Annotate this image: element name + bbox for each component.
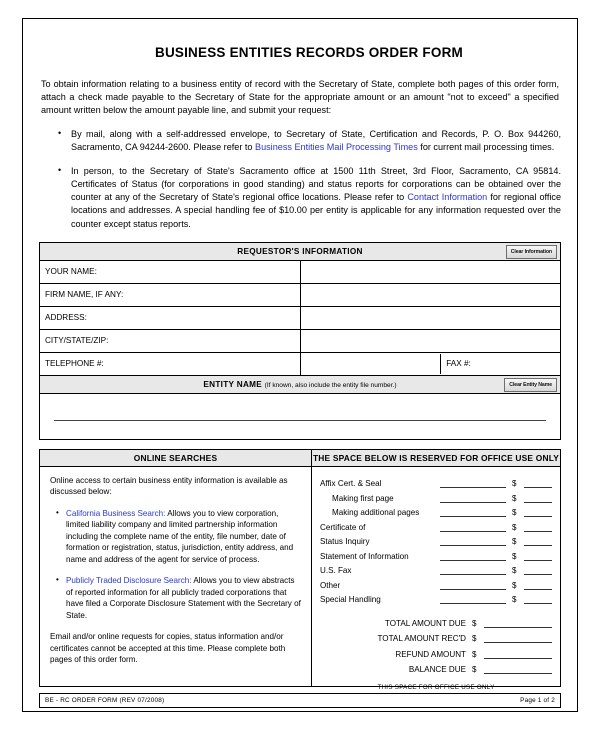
fax-cell [441,354,560,374]
fee-quantity-rule [440,564,506,575]
total-amount-rule [484,617,552,628]
fee-amount-rule [524,535,552,546]
fee-row [312,517,560,532]
fee-row [312,561,560,576]
fee-amount-input[interactable] [522,474,560,489]
fee-table-body [312,474,560,605]
entity-name-input[interactable] [39,394,561,440]
publicly-traded-disclosure-search-text: Allows you to view abstracts of reported information for all publicly traded corporations that have filed a Corporate Disclosure Statement with the Secretary of State. [66,576,301,620]
total-label: TOTAL AMOUNT DUE [384,618,466,628]
totals-table [312,612,560,674]
table-row [40,242,561,260]
fee-row [312,590,560,605]
fee-quantity-rule [440,593,506,604]
total-row [312,659,560,675]
clear-information-button[interactable]: Clear Information [506,245,557,259]
fee-table [312,474,560,605]
total-currency-symbol: $ [472,618,477,628]
fee-currency-symbol: $ [512,580,517,590]
publicly-traded-disclosure-search-link[interactable]: Publicly Traded Disclosure Search: [66,576,192,586]
page-title: BUSINESS ENTITIES RECORDS ORDER FORM [155,45,463,60]
total-currency-symbol: $ [472,649,477,659]
fee-quantity-input[interactable] [440,546,512,561]
fee-quantity-input[interactable] [440,517,512,532]
fee-amount-rule [524,593,552,604]
fee-row [312,474,560,489]
bullet-2-after: for regional office locations and addresses. A special handling fee of $10.00 per entity is applicable for any information requested over the counter except status reports. [71,192,562,229]
fee-label: Affix Cert. & Seal [320,479,382,489]
fee-label: Certificate of [320,522,366,532]
total-amount-rule [484,663,552,674]
fee-currency-symbol: $ [512,595,517,605]
fee-amount-input[interactable] [522,546,560,561]
total-amount-rule [484,632,552,643]
lower-section [39,449,561,692]
online-searches-column [40,450,312,686]
total-label: TOTAL AMOUNT REC'D [377,634,466,644]
fee-label: Making first page [332,493,394,503]
fee-amount-rule [524,550,552,561]
online-searches-closing: Email and/or online requests for copies, status information and/or certificates cannot be accepted at this time. Please complete both pages of this order form. [50,632,286,665]
fee-amount-input[interactable] [522,590,560,605]
office-use-header: THE SPACE BELOW IS RESERVED FOR OFFICE USE ONLY [312,450,560,467]
online-searches-body [40,467,311,686]
contact-information-link[interactable]: Contact Information [407,192,488,203]
total-amount-input[interactable] [482,628,560,644]
fee-currency-symbol: $ [512,493,517,503]
telephone-input[interactable] [301,354,441,374]
entity-name-rule [54,420,546,421]
table-row [40,329,561,352]
telephone-label: TELEPHONE #: [40,352,301,375]
fee-currency-symbol: $ [512,537,517,547]
bullet-1-after: for current mail processing times. [417,141,555,152]
fee-amount-input[interactable] [522,517,560,532]
fee-label: U.S. Fax [320,566,352,576]
fee-quantity-rule [440,579,506,590]
city-state-zip-input[interactable] [300,329,561,352]
total-amount-input[interactable] [482,659,560,675]
fee-quantity-input[interactable] [440,532,512,547]
fee-amount-input[interactable] [522,532,560,547]
fee-label: Statement of Information [320,551,409,561]
table-row [40,375,561,393]
fee-amount-input[interactable] [522,561,560,576]
fee-currency-symbol: $ [512,551,517,561]
fee-row [312,575,560,590]
address-label: ADDRESS: [40,306,301,329]
fee-currency-symbol: $ [512,479,517,489]
fee-row [312,546,560,561]
your-name-label: YOUR NAME: [40,260,301,283]
footer-form-id: BE - RC ORDER FORM (REV 07/2008) [45,696,165,704]
online-searches-header: ONLINE SEARCHES [40,450,311,467]
fee-quantity-rule [440,550,506,561]
footer-page-number: Page 1 of 2 [520,696,555,704]
california-business-search-text: Allows you to view corporation, limited liability company and limited partnership information including the complete name of the entity, file number, date of formation or registration, status, jurisdiction, entity address, and name and address of the agent for service of process. [66,508,294,564]
total-amount-input[interactable] [482,612,560,628]
fee-quantity-rule [440,535,506,546]
online-searches-list [50,508,301,621]
fee-quantity-rule [440,477,506,488]
fee-amount-rule [524,579,552,590]
fee-amount-input[interactable] [522,503,560,518]
fee-row [312,488,560,503]
fee-currency-symbol: $ [512,566,517,576]
fax-label: FAX #: [446,359,471,369]
total-amount-input[interactable] [482,643,560,659]
total-currency-symbol: $ [472,634,477,644]
address-input[interactable] [300,306,561,329]
fee-quantity-input[interactable] [440,575,512,590]
total-label: REFUND AMOUNT [395,649,466,659]
california-business-search-link[interactable]: California Business Search: [66,508,166,518]
table-row [40,283,561,306]
fee-quantity-input[interactable] [440,474,512,489]
form-inner [23,19,577,708]
fee-label: Status Inquiry [320,537,370,547]
form-sheet [22,18,578,712]
entity-header-note: (If known, also include the entity file number.) [264,381,397,389]
intro-paragraph: To obtain information relating to a business entity of record with the Secretary of State, complete both pages of this order form, attach a check made payable to the Secretary of State for the appropriate amount or an amount "not to exceed" a specified amount written below the amount payable line, and submit your request: [41,79,559,116]
fee-amount-input[interactable] [522,488,560,503]
fee-quantity-rule [440,521,506,532]
fee-quantity-rule [440,492,506,503]
fee-quantity-rule [440,506,506,517]
total-amount-rule [484,648,552,659]
requestor-information-table [39,242,561,394]
fee-amount-rule [524,564,552,575]
fee-quantity-input[interactable] [440,503,512,518]
firm-name-input[interactable] [300,283,561,306]
list-item [66,575,301,621]
office-use-column [312,450,560,692]
office-use-body [312,467,560,698]
total-currency-symbol: $ [472,665,477,675]
fee-label: Making additional pages [332,508,420,518]
bullet-2-before: In person, to the Secretary of State's Sacramento office at 1500 11th Street, 3rd Floor, Sacramento, CA 95814. Certificates of Status (for corporations in good standing) and status reports for corporations can be obtained over the counter at any of the Secretary of State's regional office locations. Please refer to [71,165,561,203]
telephone-fax-cell [300,352,561,375]
fee-quantity-input[interactable] [440,488,512,503]
your-name-input[interactable] [300,260,561,283]
firm-name-label: FIRM NAME, IF ANY: [40,283,301,306]
table-row [40,352,561,375]
online-searches-intro: Online access to certain business entity information is available as discussed below: [50,475,288,497]
fee-row [312,532,560,547]
entity-header-label: ENTITY NAME [203,379,263,389]
fee-quantity-input[interactable] [440,590,512,605]
fee-amount-rule [524,506,552,517]
mail-processing-times-link[interactable]: Business Entities Mail Processing Times [255,141,418,152]
fee-amount-input[interactable] [522,575,560,590]
list-item [69,165,561,231]
fee-amount-rule [524,477,552,488]
table-row [40,260,561,283]
total-row [312,612,560,628]
fee-label: Special Handling [320,595,381,605]
list-item [66,508,301,565]
total-row [312,643,560,659]
table-row [40,306,561,329]
fee-currency-symbol: $ [512,508,517,518]
city-state-zip-label: CITY/STATE/ZIP: [40,329,301,352]
list-item [69,128,561,154]
entity-header-cell [40,375,561,393]
requestor-header-cell [40,242,561,260]
requestor-header-label: REQUESTOR'S INFORMATION [237,246,363,256]
fee-quantity-input[interactable] [440,561,512,576]
fee-label: Other [320,580,341,590]
fee-amount-rule [524,521,552,532]
clear-entity-name-button[interactable]: Clear Entity Name [504,378,557,392]
fee-amount-rule [524,492,552,503]
fee-currency-symbol: $ [512,522,517,532]
total-label: BALANCE DUE [408,665,466,675]
total-row [312,628,560,644]
submission-methods-list [39,128,561,231]
fee-row [312,503,560,518]
office-use-note: THIS SPACE FOR OFFICE USE ONLY [377,684,495,692]
bullet-1-before: By mail, along with a self-addressed envelope, to Secretary of State, Certification and Records, P. O. Box 944260, Sacramento, CA 94244-2600. Please refer to [71,128,561,152]
totals-table-body [312,612,560,674]
